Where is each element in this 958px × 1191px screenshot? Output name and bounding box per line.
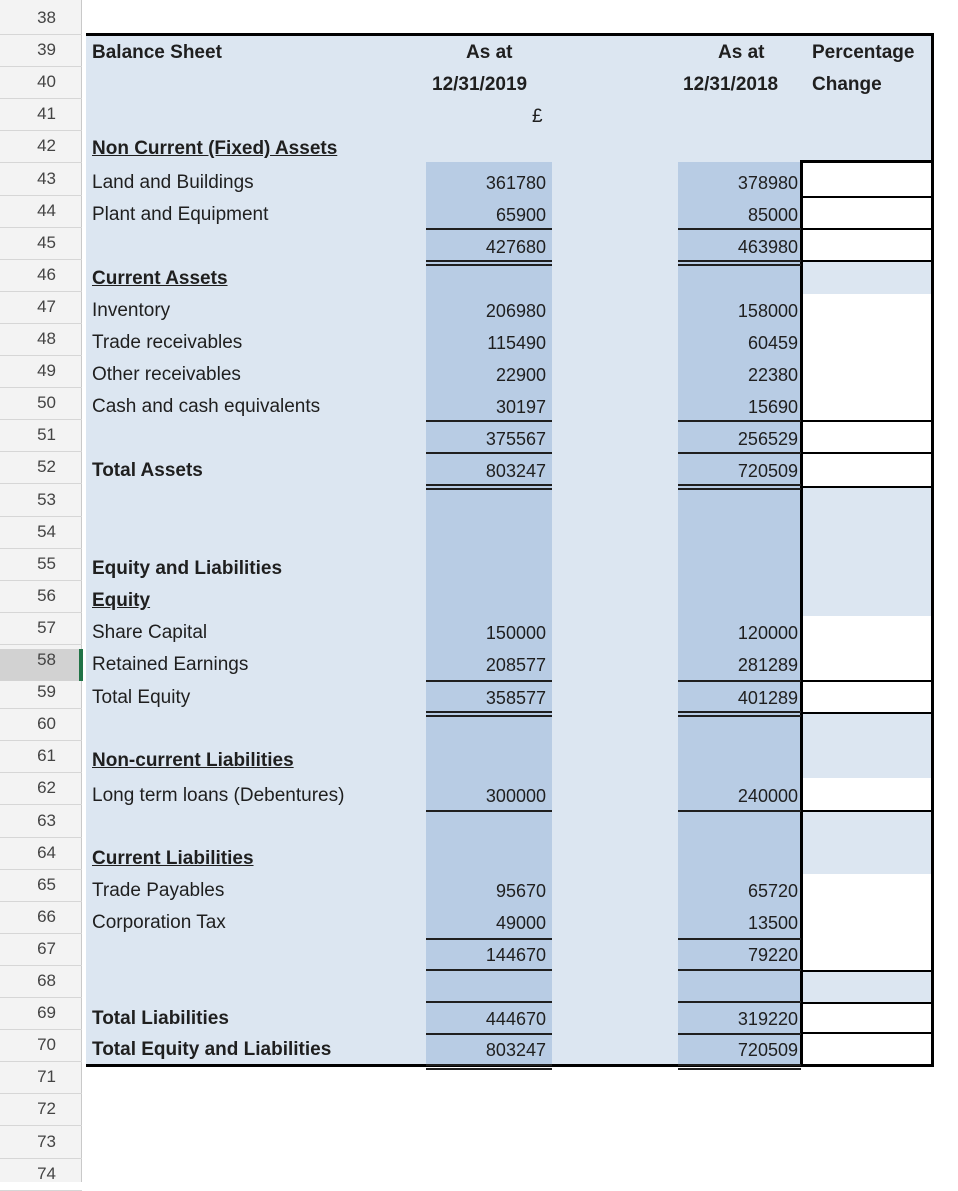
- pct-left-border: [800, 160, 803, 1067]
- pct-grid: [803, 1002, 931, 1004]
- label-other-rec: Other receivables: [92, 364, 241, 385]
- row-number[interactable]: 49: [37, 361, 56, 381]
- row-number[interactable]: 74: [37, 1163, 56, 1183]
- pct-grid: [803, 452, 931, 454]
- pct-grid: [803, 970, 931, 972]
- pct-grid: [803, 1032, 931, 1034]
- row-number[interactable]: 58: [37, 650, 56, 669]
- pct-header: Percentage: [812, 42, 915, 63]
- row-number[interactable]: 52: [37, 457, 56, 477]
- cell-2018-cash[interactable]: 15690: [747, 397, 798, 417]
- row-separator: [0, 1190, 82, 1191]
- pct-grid: [803, 260, 931, 262]
- cell-2019-total-eq-liab[interactable]: 803247: [485, 1040, 546, 1060]
- pct-grid: [803, 486, 931, 488]
- row-number[interactable]: 41: [37, 104, 56, 124]
- row-number[interactable]: 46: [37, 264, 56, 284]
- sheet-title: Balance Sheet: [92, 42, 222, 63]
- underline: [426, 1033, 552, 1035]
- col-2018-date: 12/31/2018: [683, 74, 779, 95]
- label-total-assets: Total Assets: [92, 460, 203, 481]
- cell-2019-total-liab[interactable]: 444670: [485, 1009, 546, 1029]
- underline: [678, 1033, 801, 1035]
- currency-symbol: £: [532, 106, 543, 127]
- cell-2018-total-assets[interactable]: 720509: [737, 461, 798, 481]
- row-number[interactable]: 59: [37, 682, 56, 702]
- row-number[interactable]: 54: [37, 521, 56, 541]
- row-number[interactable]: 73: [37, 1131, 56, 1151]
- pct-top-border: [800, 160, 934, 163]
- pct-grid: [803, 196, 931, 198]
- underline: [426, 680, 552, 682]
- cell-2018-cl-total[interactable]: 79220: [747, 945, 798, 965]
- underline: [678, 228, 801, 230]
- label-plant: Plant and Equipment: [92, 204, 269, 225]
- label-current-assets: Current Assets: [92, 268, 228, 289]
- label-corp-tax: Corporation Tax: [92, 912, 226, 933]
- cell-2018-trade-rec[interactable]: 60459: [747, 333, 798, 353]
- cell-2019-plant[interactable]: 65900: [495, 205, 546, 225]
- row-number[interactable]: 51: [37, 425, 56, 445]
- underline: [678, 969, 801, 971]
- cell-2019-land[interactable]: 361780: [485, 173, 546, 193]
- double-underline: [678, 484, 801, 490]
- col-2019-header: As at: [466, 42, 513, 63]
- cell-2018-total-eq-liab[interactable]: 720509: [737, 1040, 798, 1060]
- cell-2018-plant[interactable]: 85000: [747, 205, 798, 225]
- row-number[interactable]: 66: [37, 906, 56, 926]
- row-number[interactable]: 60: [37, 714, 56, 734]
- label-ncfa: Non Current (Fixed) Assets: [92, 138, 338, 159]
- cell-2018-other-rec[interactable]: 22380: [747, 365, 798, 385]
- row-number[interactable]: 63: [37, 810, 56, 830]
- row-number[interactable]: 47: [37, 296, 56, 316]
- double-underline: [678, 1064, 801, 1070]
- cell-2019-trade-pay[interactable]: 95670: [495, 881, 546, 901]
- label-total-eq-liab: Total Equity and Liabilities: [92, 1039, 332, 1060]
- cell-2019-ca-total[interactable]: 375567: [485, 429, 546, 449]
- row-number[interactable]: 68: [37, 971, 56, 990]
- pct-input-block-5[interactable]: [803, 874, 931, 971]
- row-number[interactable]: 70: [37, 1035, 56, 1055]
- cell-2018-total-liab[interactable]: 319220: [737, 1009, 798, 1029]
- row-number[interactable]: 45: [37, 232, 56, 252]
- row-number[interactable]: 39: [37, 40, 56, 60]
- underline: [678, 452, 801, 454]
- row-number[interactable]: 38: [37, 8, 56, 27]
- pct-input-block-4[interactable]: [803, 778, 931, 811]
- row-number[interactable]: 61: [37, 746, 56, 766]
- cell-2019-total-equity[interactable]: 358577: [485, 688, 546, 708]
- cell-2018-ca-total[interactable]: 256529: [737, 429, 798, 449]
- underline: [426, 228, 552, 230]
- pct-grid: [803, 420, 931, 422]
- label-total-equity: Total Equity: [92, 687, 191, 708]
- cell-2018-share-cap[interactable]: 120000: [737, 623, 798, 643]
- row-number[interactable]: 72: [37, 1099, 56, 1119]
- cell-2019-trade-rec[interactable]: 115490: [487, 333, 546, 353]
- label-equity: Equity: [92, 590, 151, 611]
- label-total-liab: Total Liabilities: [92, 1008, 229, 1029]
- double-underline: [426, 484, 552, 490]
- row-number[interactable]: 44: [37, 200, 56, 220]
- label-trade-rec: Trade receivables: [92, 332, 243, 353]
- cell-2018-trade-pay[interactable]: 65720: [747, 881, 798, 901]
- underline: [678, 810, 801, 812]
- underline: [678, 420, 801, 422]
- double-underline: [678, 711, 801, 717]
- pct-grid: [803, 228, 931, 230]
- cell-2019-cash[interactable]: 30197: [495, 397, 546, 417]
- double-underline: [426, 260, 552, 266]
- pct-grid: [803, 810, 931, 812]
- underline: [426, 938, 552, 940]
- double-underline: [678, 260, 801, 266]
- row-number[interactable]: 62: [37, 778, 56, 798]
- label-ncl: Non-current Liabilities: [92, 750, 294, 771]
- row-number[interactable]: 43: [37, 168, 56, 188]
- underline: [426, 1001, 552, 1003]
- pct-grid: [803, 712, 931, 714]
- cell-2019-retained[interactable]: 208577: [485, 655, 546, 675]
- cell-2018-land[interactable]: 378980: [737, 173, 798, 193]
- row-number[interactable]: 71: [37, 1067, 56, 1087]
- pct-input-block-1[interactable]: [803, 163, 931, 260]
- double-underline: [426, 1064, 552, 1070]
- cell-2019-share-cap[interactable]: 150000: [485, 623, 546, 643]
- underline: [426, 420, 552, 422]
- row-number[interactable]: 48: [37, 329, 56, 348]
- underline: [426, 452, 552, 454]
- underline: [426, 969, 552, 971]
- row-number[interactable]: 56: [37, 585, 56, 605]
- label-share-cap: Share Capital: [92, 622, 208, 643]
- cell-2019-lt-loans[interactable]: 300000: [485, 786, 546, 806]
- pct-input-block-3[interactable]: [803, 616, 931, 713]
- label-land: Land and Buildings: [92, 172, 254, 193]
- cell-2018-total-equity[interactable]: 401289: [737, 688, 798, 708]
- cell-2018-ncfa-total[interactable]: 463980: [737, 237, 798, 257]
- label-trade-pay: Trade Payables: [92, 880, 225, 901]
- cell-2018-retained[interactable]: 281289: [737, 655, 798, 675]
- row-number[interactable]: 40: [37, 72, 56, 92]
- cell-2019-corp-tax[interactable]: 49000: [495, 913, 546, 933]
- cell-2018-lt-loans[interactable]: 240000: [737, 786, 798, 806]
- label-cash: Cash and cash equivalents: [92, 396, 321, 417]
- row-number[interactable]: 67: [37, 938, 56, 958]
- cell-2018-inventory[interactable]: 158000: [737, 301, 798, 321]
- row-number[interactable]: 55: [37, 553, 56, 573]
- cell-2019-other-rec[interactable]: 22900: [495, 365, 546, 385]
- pct-header-2: Change: [812, 74, 882, 95]
- double-underline: [426, 711, 552, 717]
- col-2019-date: 12/31/2019: [432, 74, 528, 95]
- pct-input-block-2[interactable]: [803, 294, 931, 487]
- label-retained: Retained Earnings: [92, 654, 249, 675]
- underline: [678, 680, 801, 682]
- label-eq-liab: Equity and Liabilities: [92, 558, 283, 579]
- label-curr-liab: Current Liabilities: [92, 848, 254, 869]
- row-number[interactable]: 53: [37, 489, 56, 509]
- label-lt-loans: Long term loans (Debentures): [92, 785, 345, 806]
- row-number[interactable]: 64: [37, 842, 56, 862]
- pct-grid: [803, 680, 931, 682]
- label-inventory: Inventory: [92, 300, 171, 321]
- row-number[interactable]: 69: [37, 1003, 56, 1023]
- col-2018-header: As at: [718, 42, 765, 63]
- row-number[interactable]: 65: [37, 874, 56, 894]
- cell-2019-inventory[interactable]: 206980: [485, 301, 546, 321]
- underline: [678, 938, 801, 940]
- active-cell-marker: [79, 649, 83, 681]
- cell-2019-total-assets[interactable]: 803247: [485, 461, 546, 481]
- cell-2018-corp-tax[interactable]: 13500: [747, 913, 798, 933]
- cell-2019-cl-total[interactable]: 144670: [485, 945, 546, 965]
- cell-2019-ncfa-total[interactable]: 427680: [485, 237, 546, 257]
- underline: [678, 1001, 801, 1003]
- row-number[interactable]: 42: [37, 136, 56, 156]
- underline: [426, 810, 552, 812]
- row-number[interactable]: 50: [37, 393, 56, 413]
- row-number[interactable]: 57: [37, 617, 56, 637]
